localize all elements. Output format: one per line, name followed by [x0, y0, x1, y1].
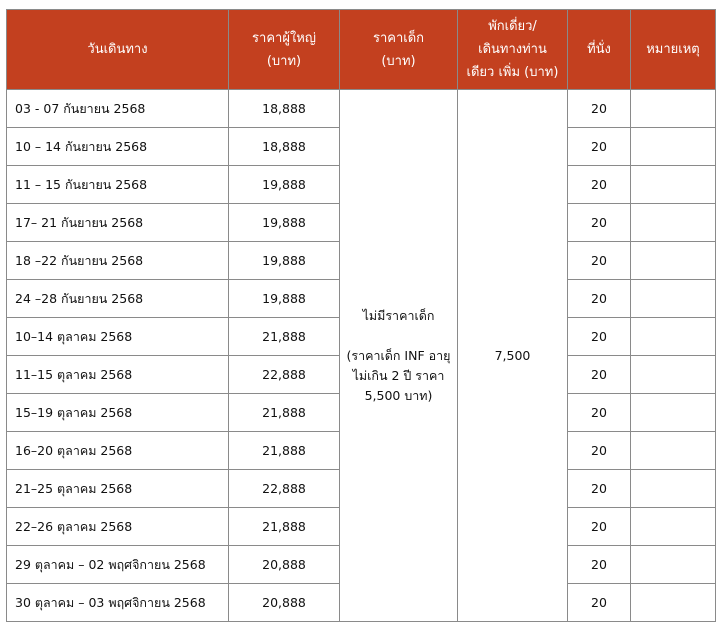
cell-adult-price: 21,888 [229, 432, 340, 470]
cell-date: 11–15 ตุลาคม 2568 [7, 356, 229, 394]
cell-date: 17– 21 กันยายน 2568 [7, 204, 229, 242]
cell-seats: 20 [568, 204, 631, 242]
cell-remark [631, 166, 716, 204]
cell-single-supplement: 7,500 [458, 90, 568, 622]
header-child-price: ราคาเด็ก (บาท) [340, 10, 458, 90]
cell-adult-price: 18,888 [229, 90, 340, 128]
cell-remark [631, 546, 716, 584]
table-row [7, 90, 716, 128]
cell-seats: 20 [568, 318, 631, 356]
cell-remark [631, 584, 716, 622]
header-remark: หมายเหตุ [631, 10, 716, 90]
cell-remark [631, 204, 716, 242]
header-adult-price: ราคาผู้ใหญ่ (บาท) [229, 10, 340, 90]
cell-date: 18 –22 กันยายน 2568 [7, 242, 229, 280]
cell-adult-price: 22,888 [229, 356, 340, 394]
cell-date: 10 – 14 กันยายน 2568 [7, 128, 229, 166]
cell-date: 29 ตุลาคม – 02 พฤศจิกายน 2568 [7, 546, 229, 584]
price-table [6, 9, 716, 622]
cell-seats: 20 [568, 470, 631, 508]
table-body [7, 90, 716, 622]
child-price-note-3: 5,500 บาท) [364, 387, 433, 403]
cell-adult-price: 19,888 [229, 242, 340, 280]
cell-adult-price: 21,888 [229, 394, 340, 432]
cell-remark [631, 470, 716, 508]
cell-remark [631, 242, 716, 280]
cell-child-price [340, 90, 458, 622]
cell-date: 11 – 15 กันยายน 2568 [7, 166, 229, 204]
child-price-main: ไม่มีราคาเด็ก [362, 307, 435, 323]
cell-date: 10–14 ตุลาคม 2568 [7, 318, 229, 356]
cell-date: 15–19 ตุลาคม 2568 [7, 394, 229, 432]
cell-seats: 20 [568, 584, 631, 622]
cell-date: 24 –28 กันยายน 2568 [7, 280, 229, 318]
cell-seats: 20 [568, 90, 631, 128]
child-price-note-2: ไม่เกิน 2 ปี ราคา [352, 367, 445, 383]
cell-seats: 20 [568, 356, 631, 394]
cell-adult-price: 20,888 [229, 546, 340, 584]
cell-date: 21–25 ตุลาคม 2568 [7, 470, 229, 508]
child-price-note-1: (ราคาเด็ก INF อายุ [346, 347, 451, 363]
cell-seats: 20 [568, 242, 631, 280]
cell-date: 22–26 ตุลาคม 2568 [7, 508, 229, 546]
cell-adult-price: 22,888 [229, 470, 340, 508]
cell-remark [631, 356, 716, 394]
header-seats: ที่นั่ง [568, 10, 631, 90]
cell-remark [631, 280, 716, 318]
cell-seats: 20 [568, 128, 631, 166]
cell-remark [631, 508, 716, 546]
header-row [7, 10, 716, 90]
header-single-supplement: พักเดี่ยว/ เดินทางท่าน เดียว เพิ่ม (บาท) [458, 10, 568, 90]
cell-adult-price: 21,888 [229, 508, 340, 546]
cell-adult-price: 19,888 [229, 166, 340, 204]
cell-adult-price: 18,888 [229, 128, 340, 166]
cell-seats: 20 [568, 432, 631, 470]
cell-remark [631, 318, 716, 356]
cell-remark [631, 432, 716, 470]
cell-seats: 20 [568, 394, 631, 432]
cell-seats: 20 [568, 280, 631, 318]
cell-adult-price: 19,888 [229, 280, 340, 318]
cell-seats: 20 [568, 546, 631, 584]
cell-remark [631, 90, 716, 128]
cell-date: 03 - 07 กันยายน 2568 [7, 90, 229, 128]
cell-date: 30 ตุลาคม – 03 พฤศจิกายน 2568 [7, 584, 229, 622]
header-date: วันเดินทาง [7, 10, 229, 90]
cell-adult-price: 21,888 [229, 318, 340, 356]
cell-adult-price: 19,888 [229, 204, 340, 242]
cell-remark [631, 128, 716, 166]
cell-seats: 20 [568, 508, 631, 546]
cell-adult-price: 20,888 [229, 584, 340, 622]
cell-remark [631, 394, 716, 432]
cell-date: 16–20 ตุลาคม 2568 [7, 432, 229, 470]
cell-seats: 20 [568, 166, 631, 204]
